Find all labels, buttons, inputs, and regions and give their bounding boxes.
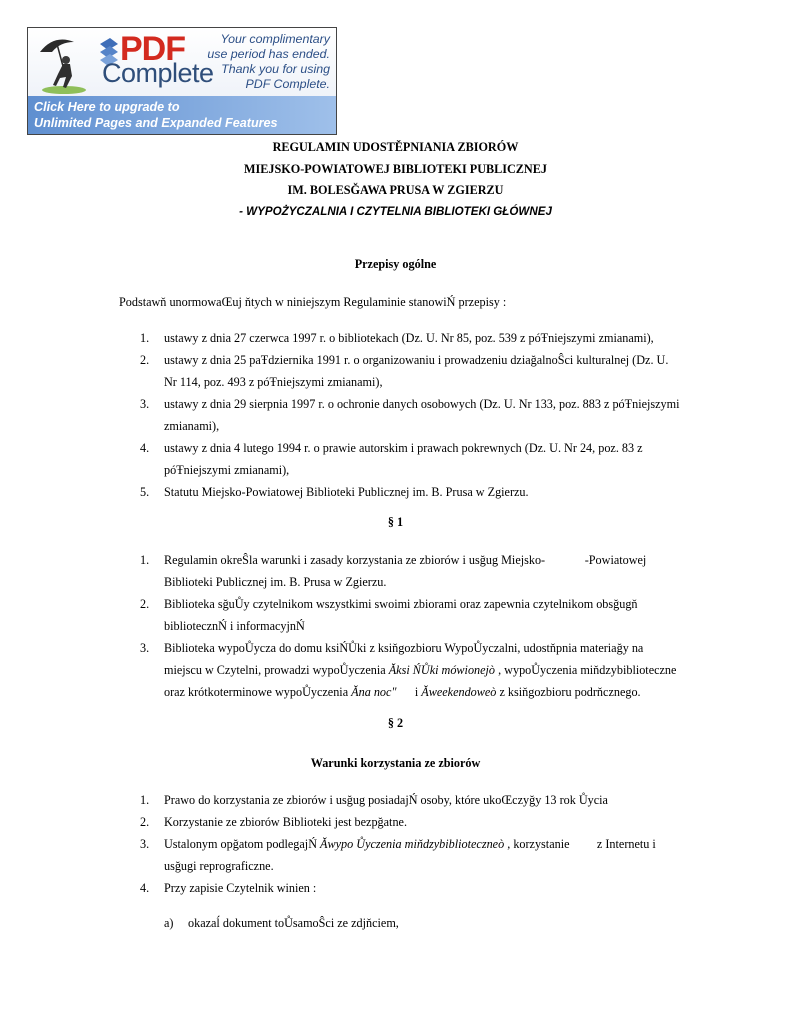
item-text: okazaĺ dokument toŮsamoŜci ze zdjňciem, — [188, 916, 399, 930]
item-text: Korzystanie ze zbiorów Biblioteki jest bezpğatne. — [164, 815, 407, 829]
item-number: 5. — [140, 485, 150, 499]
upgrade-line[interactable]: Unlimited Pages and Expanded Features — [34, 116, 278, 130]
pdf-complete-upgrade-banner[interactable] — [27, 27, 337, 135]
item-number: 3. — [140, 397, 150, 411]
text-fragment: , wypoŮyczenia miňdzybiblioteczne oraz krótkoterminowe wypoŮyczenia — [164, 663, 680, 699]
item-number: 1. — [140, 331, 150, 345]
item-text: Statutu Miejsko-Powiatowej Biblioteki Publicznej im. B. Prusa w Zgierzu. — [164, 485, 529, 499]
list-item — [140, 549, 680, 593]
legal-basis-list — [140, 327, 680, 503]
document-subtitle: - WYPOŻYCZALNIA I CZYTELNIA BIBLIOTEKI GŁÓWNEJ — [239, 205, 552, 218]
item-letter: a) — [164, 916, 174, 930]
item-number: 2. — [140, 597, 150, 611]
item-number: 1. — [140, 553, 150, 567]
list-item — [140, 833, 680, 877]
text-fragment: i — [396, 685, 422, 699]
text-fragment: z ksiňgozbioru podrňcznego. — [496, 685, 641, 699]
person-with-umbrella-icon — [30, 30, 100, 96]
item-text: ustawy z dnia 29 sierpnia 1997 r. o ochronie danych osobowych (Dz. U. Nr 133, poz. 883 z póŦniejszymi zmianami), — [164, 397, 680, 433]
expired-notice — [196, 32, 330, 92]
document-title-line2: MIEJSKO-POWIATOWEJ BIBLIOTEKI PUBLICZNEJ — [244, 162, 547, 176]
list-item — [140, 327, 680, 349]
complete-logo-text: Complete — [102, 58, 214, 88]
notice-line: Your complimentary — [220, 32, 330, 46]
text-fragment: Biblioteka wypoŮycza do domu ksiŃŮki z ksiňgozbioru WypoŮyczalni, udostňpnia materiağy na miejscu w Czytelni, prowadzi wypoŮyczenia — [164, 641, 647, 677]
list-item — [140, 437, 680, 481]
item-number: 1. — [140, 793, 150, 807]
item-text — [164, 837, 659, 873]
document-title-line1: REGULAMIN UDOSTĚPNIANIA ZBIORÓW — [272, 140, 519, 154]
item-text: ustawy z dnia 4 lutego 1994 r. o prawie autorskim i prawach pokrewnych (Dz. U. Nr 24, poz. 83 z póŦniejszymi zmianami), — [164, 441, 643, 477]
notice-line: use period has ended. — [207, 47, 330, 61]
text-fragment-italic: Ăwypo Ůyczenia miňdzybiblioteczneò — [320, 837, 505, 851]
pdf-complete-logo — [28, 28, 214, 96]
section-heading-2: § 2 — [387, 716, 404, 730]
upgrade-line[interactable]: Click Here to upgrade to — [34, 100, 180, 114]
pdf-logo-text: PDF — [120, 30, 185, 68]
item-text: Prawo do korzystania ze zbiorów i usğug posiadajŃ osoby, które ukoŒczyğy 13 rok Ůycia — [164, 793, 608, 807]
text-fragment: Ustalonym opğatom podlegajŃ — [164, 837, 321, 851]
list-item — [140, 393, 680, 437]
list-item — [140, 789, 680, 811]
list-item — [140, 811, 680, 833]
section2-list — [140, 789, 680, 899]
item-number: 2. — [140, 353, 150, 367]
item-number: 4. — [140, 441, 150, 455]
item-number: 4. — [140, 881, 150, 895]
text-fragment-italic: Ăweekendoweò — [421, 685, 497, 699]
text-fragment-italic: Ăna noc" — [351, 685, 397, 699]
section-title-general: Przepisy ogólne — [354, 257, 437, 271]
list-item — [140, 593, 680, 637]
item-number: 2. — [140, 815, 150, 829]
document-title-line3: IM. BOLESĞAWA PRUSA W ZGIERZU — [287, 183, 504, 197]
list-item — [140, 349, 680, 393]
section-heading-1: § 1 — [387, 515, 404, 529]
item-text — [164, 641, 679, 699]
list-item — [140, 637, 680, 703]
text-fragment: , korzystanie z Internetu i usğugi reprograficzne. — [164, 837, 659, 873]
notice-line: PDF Complete. — [245, 77, 330, 91]
item-number: 3. — [140, 641, 150, 655]
intro-paragraph: Podstawň unormowaŒuj ňtych w niniejszym Regulaminie stanowiŃ przepisy : — [119, 295, 507, 309]
section-title-conditions: Warunki korzystania ze zbiorów — [310, 756, 481, 770]
upgrade-link[interactable] — [28, 96, 336, 135]
item-text: Przy zapisie Czytelnik winien : — [164, 881, 317, 895]
list-item — [140, 481, 680, 503]
list-item — [140, 877, 680, 899]
list-item — [164, 912, 704, 934]
item-number: 3. — [140, 837, 150, 851]
section1-list — [140, 549, 680, 703]
item-text: Biblioteka sğuŮy czytelnikom wszystkimi swoimi zbiorami oraz zapewnia czytelnikom obsğugň bibliotecznŃ i informacyjnŃ — [164, 597, 638, 633]
item-text: Regulamin okreŜla warunki i zasady korzystania ze zbiorów i usğug Miejsko- -Powiatowej Biblioteki Publicznej im. B. Prusa w Zgierzu. — [164, 553, 650, 589]
text-fragment-italic: Ăksi ŃŮki mówionejò — [388, 663, 496, 677]
notice-line: Thank you for using — [221, 62, 330, 76]
item-text: ustawy z dnia 25 paŦdziernika 1991 r. o organizowaniu i prowadzeniu dziağalnoŜci kulturalnej (Dz. U. Nr 114, poz. 493 z póŦniejszymi zmianami), — [164, 353, 669, 389]
item-text: ustawy z dnia 27 czerwca 1997 r. o bibliotekach (Dz. U. Nr 85, poz. 539 z póŦniejszymi zmianami), — [164, 331, 654, 345]
section2-sublist — [164, 912, 704, 934]
